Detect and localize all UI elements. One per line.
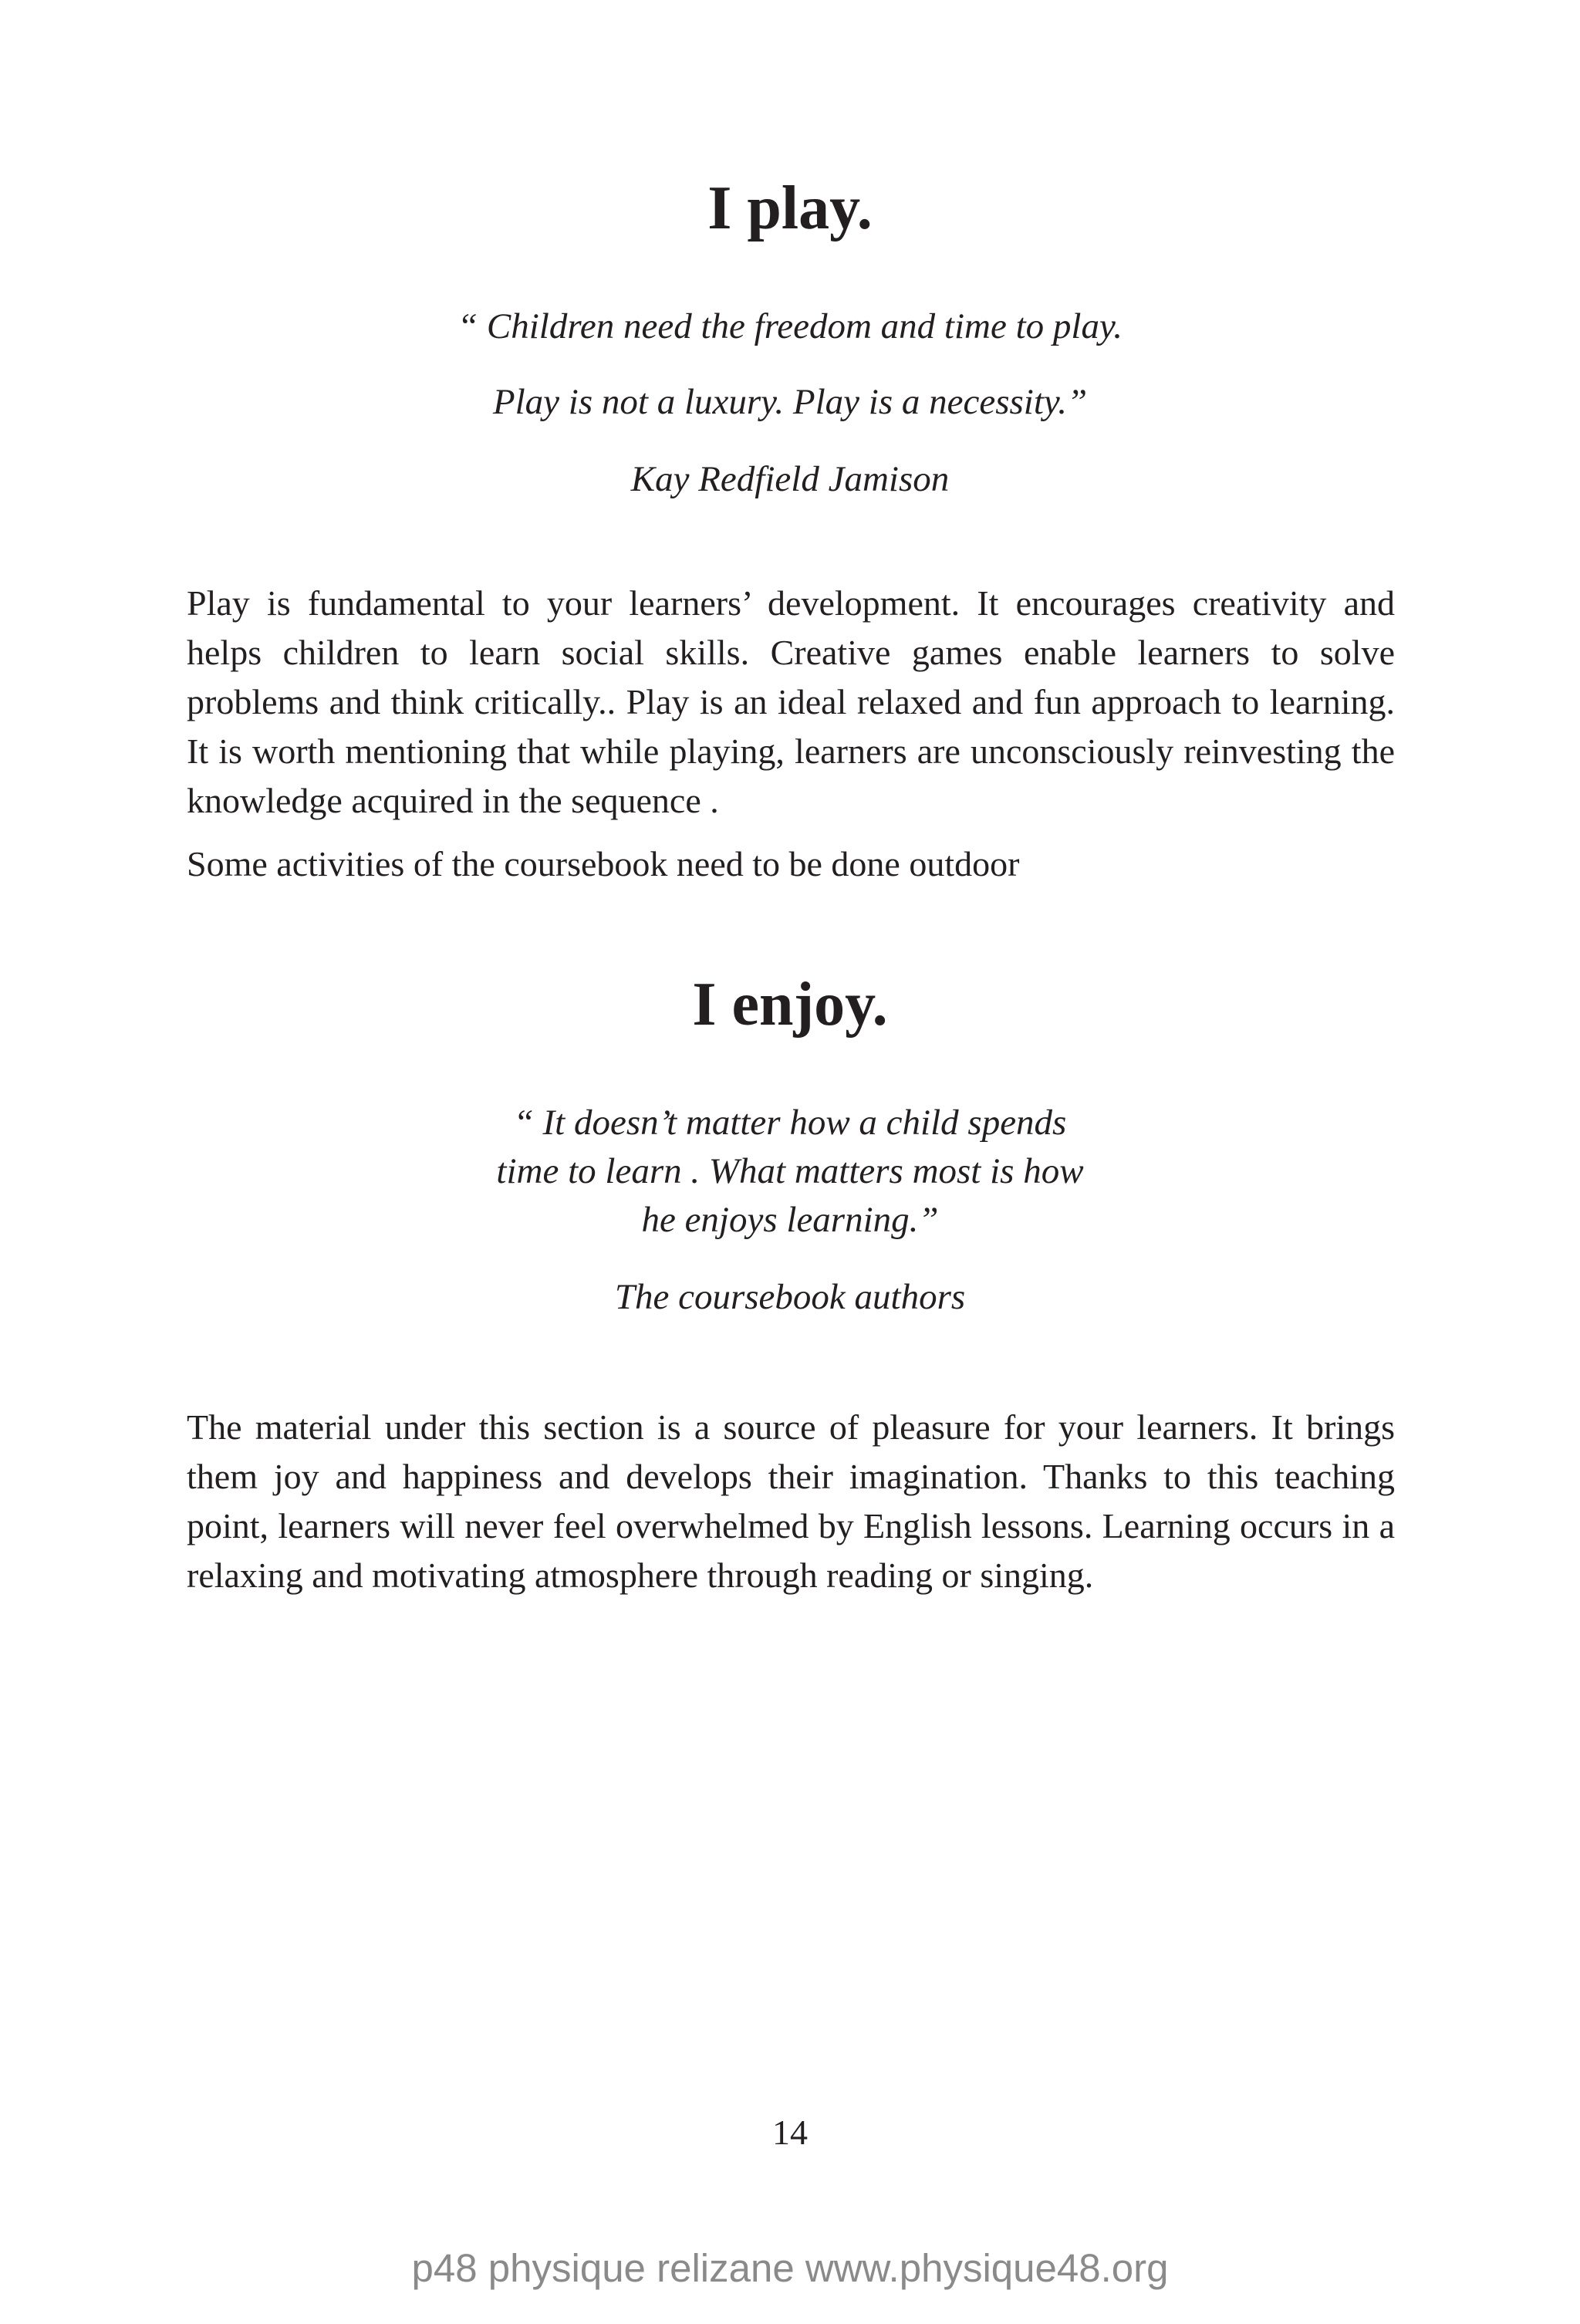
quote-line-1: “ It doesn’t matter how a child spends [513, 1103, 1067, 1143]
quote-line-2: Play is not a luxury. Play is a necessity.” [492, 382, 1088, 422]
body-paragraph-enjoy: The material under this section is a source of pleasure for your learners. It brings them joy and happiness and develops their imagination. Thanks to this teaching point, learners will never feel overwhelmed by English lessons. Learning occurs in a relaxing and motivating atmosphere through reading or singing. [187, 1407, 1395, 1595]
quote-line-1: “ Children need the freedom and time to play. [457, 306, 1123, 346]
quote-line-2: time to learn . What matters most is how [496, 1151, 1084, 1191]
quote-attribution: The coursebook authors [614, 1277, 966, 1317]
quote-attribution: Kay Redfield Jamison [630, 459, 950, 499]
body-paragraph-play: Play is fundamental to your learners’ development. It encourages creativity and helps children to learn social skills. Creative games enable learners to solve problems and think critically.. Play is an ideal relaxed and fun approach to learning. It is worth mentioning that while playing, learners are unconsciously reinvesting the knowledge acquired in the sequence . [187, 583, 1395, 820]
quote-line-3: he enjoys learning.” [641, 1200, 939, 1240]
footer-watermark: p48 physique relizane www.physique48.org [411, 2246, 1169, 2290]
section-title-play: I play. [707, 174, 873, 242]
body-note-outdoor: Some activities of the coursebook need to be done outdoor [187, 844, 1020, 883]
section-title-enjoy: I enjoy. [692, 971, 888, 1039]
page-number: 14 [772, 2113, 808, 2152]
